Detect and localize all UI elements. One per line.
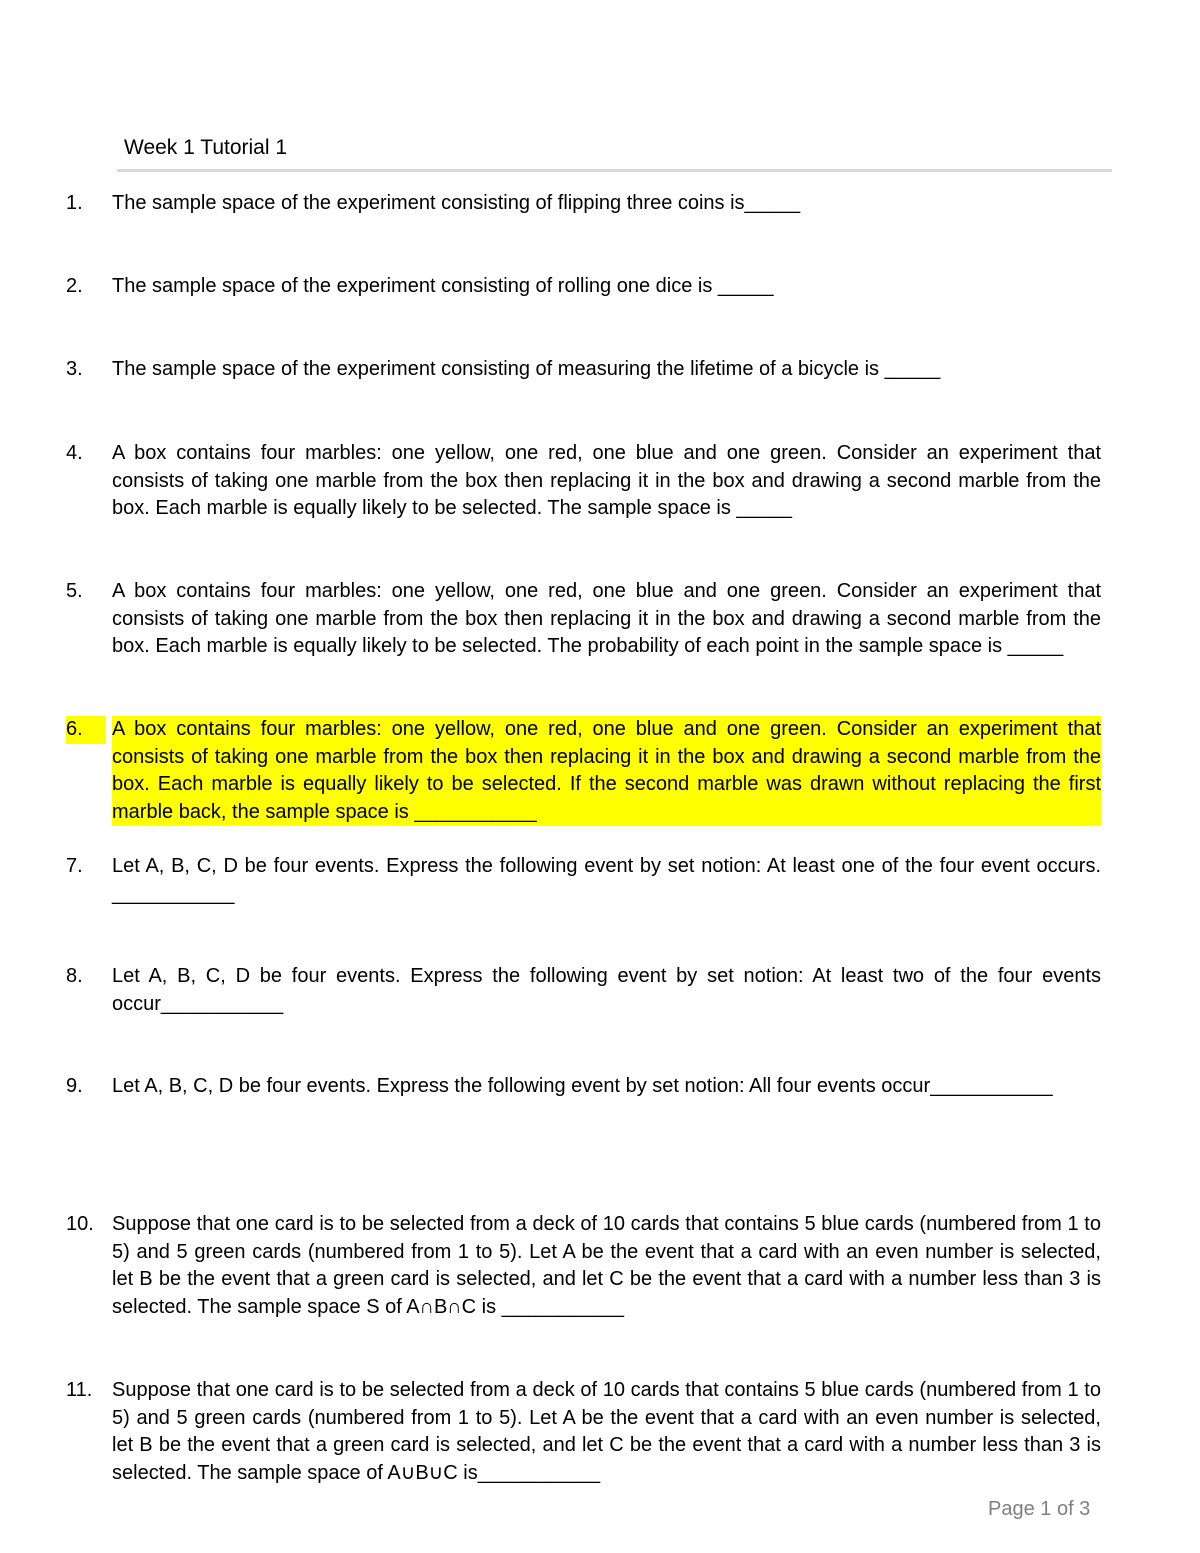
question-text: Suppose that one card is to be selected from a deck of 10 cards that contains 5 blue cards (numbered from 1 to 5) and 5 green cards (numbered from 1 to 5). Let A be the event that a card with an even number is selected, let B be the event that a green card is selected, and let C be the event that a card with a number less than 3 is selected. The sample space of A∪B∪C is___________ (112, 1379, 1101, 1484)
question-text: Let A, B, C, D be four events. Express the following event by set notion: At least one of the four event occurs. ___________ (112, 855, 1101, 905)
question-4 (66, 440, 1101, 523)
question-text: A box contains four marbles: one yellow, one red, one blue and one green. Consider an experiment that consists of taking one marble from the box then replacing it in the box and drawing a second marble from the box. Each marble is equally likely to be selected. The probability of each point in the sample space is _____ (112, 580, 1101, 658)
question-text: The sample space of the experiment consisting of rolling one dice is _____ (112, 275, 774, 297)
question-10 (66, 1211, 1101, 1321)
question-text-highlighted: A box contains four marbles: one yellow, one red, one blue and one green. Consider an experiment that consists of taking one marble from the box then replacing it in the box and drawing a second marble from the box. Each marble is equally likely to be selected. If the second marble was drawn without replacing the first marble back, the sample space is ___________ (112, 716, 1101, 826)
question-text: Let A, B, C, D be four events. Express the following event by set notion: At least two of the four events occur___________ (112, 965, 1101, 1015)
question-text: A box contains four marbles: one yellow, one red, one blue and one green. Consider an experiment that consists of taking one marble from the box then replacing it in the box and drawing a second marble from the box. Each marble is equally likely to be selected. The sample space is _____ (112, 442, 1101, 520)
question-text: Let A, B, C, D be four events. Express the following event by set notion: All four events occur___________ (112, 1075, 1053, 1097)
question-number: 10. (66, 1213, 94, 1235)
question-number: 7. (66, 855, 83, 877)
question-number: 9. (66, 1075, 83, 1097)
question-number: 2. (66, 275, 83, 297)
question-text: Suppose that one card is to be selected from a deck of 10 cards that contains 5 blue cards (numbered from 1 to 5) and 5 green cards (numbered from 1 to 5). Let A be the event that a card with an even number is selected, let B be the event that a green card is selected, and let C be the event that a card with a number less than 3 is selected. The sample space S of A∩B∩C is ___________ (112, 1213, 1101, 1318)
question-1 (66, 190, 1101, 218)
question-text: The sample space of the experiment consisting of measuring the lifetime of a bicycle is _____ (112, 358, 941, 380)
question-number: 8. (66, 965, 83, 987)
question-number: 11. (66, 1379, 93, 1401)
question-6-highlighted (66, 716, 1101, 826)
page-title: Week 1 Tutorial 1 (124, 136, 288, 159)
question-3 (66, 356, 1101, 384)
question-number: 5. (66, 580, 83, 602)
question-9 (66, 1073, 1101, 1101)
question-number: 6. (66, 716, 106, 744)
question-8 (66, 963, 1101, 1018)
question-11 (66, 1377, 1101, 1487)
question-7 (66, 853, 1101, 908)
header-divider (117, 169, 1112, 172)
question-number: 4. (66, 442, 83, 464)
question-number: 3. (66, 358, 83, 380)
question-5 (66, 578, 1101, 661)
page-number-footer: Page 1 of 3 (988, 1498, 1091, 1520)
question-2 (66, 273, 1101, 301)
question-number: 1. (66, 192, 83, 214)
question-text: The sample space of the experiment consisting of flipping three coins is_____ (112, 192, 801, 214)
